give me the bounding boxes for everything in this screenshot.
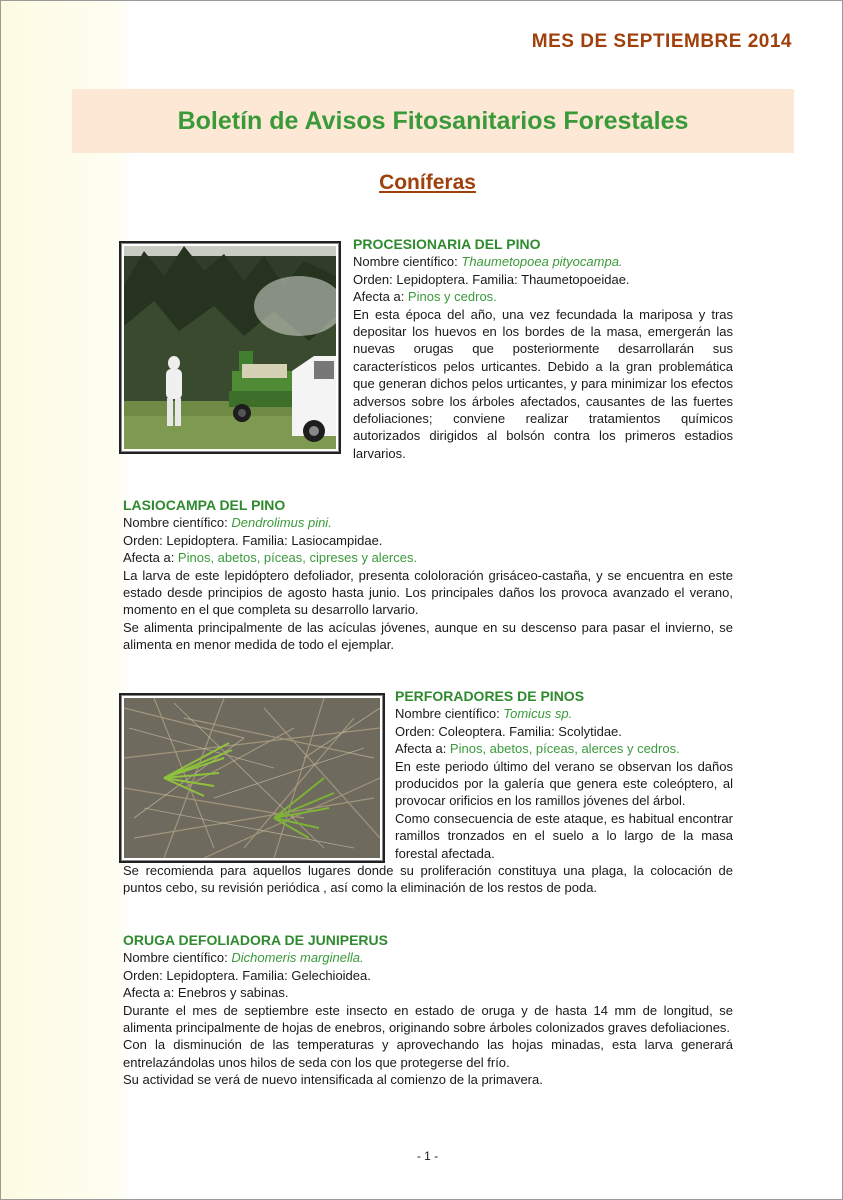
scientific-label: Nombre científico: [353, 254, 462, 270]
bulletin-title: Boletín de Avisos Fitosanitarios Forestales [177, 106, 689, 135]
title-banner [72, 89, 794, 153]
entry-paragraph: En este periodo último del verano se observan los daños producidos por la galería que genera este coleóptero, al provocar orificios en los ramillos jóvenes del árbol. [395, 758, 733, 809]
affects-label: Afecta a: [123, 985, 178, 1001]
affects-line [123, 549, 733, 566]
order-line: Orden: Lepidoptera. Familia: Gelechioidea. [123, 967, 371, 983]
entry-procesionaria [353, 236, 733, 462]
entry-paragraph: Como consecuencia de este ataque, es habitual encontrar ramillos tronzados en el suelo a lo largo de la masa forestal afectada. [395, 810, 733, 861]
entry-perforadores-recommendation [123, 862, 733, 897]
entry-paragraph: Se alimenta principalmente de las acículas jóvenes, aunque en su descenso para pasar el invierno, se alimenta en menor medida de todo el ejemplar. [123, 619, 733, 653]
entry-paragraph: Su actividad se verá de nuevo intensificada al comienzo de la primavera. [123, 1072, 543, 1088]
order-line: Orden: Lepidoptera. Familia: Thaumetopoeidae. [353, 271, 630, 287]
section-title: Coníferas [379, 171, 476, 194]
page-number: - 1 - [416, 1149, 439, 1163]
scientific-label: Nombre científico: [123, 515, 232, 531]
scientific-name: Tomicus sp. [503, 706, 573, 722]
entry-lasiocampa [123, 497, 733, 654]
entry-heading: PERFORADORES DE PINOS [395, 688, 585, 704]
entry-heading: LASIOCAMPA DEL PINO [123, 497, 286, 513]
affects-label: Afecta a: [395, 741, 450, 757]
pine-needles-photo [119, 693, 385, 863]
affects-label: Afecta a: [353, 289, 408, 305]
scientific-name-line [353, 253, 733, 270]
entry-perforadores [395, 688, 733, 862]
affects-value: Enebros y sabinas. [177, 985, 289, 1001]
affects-line [353, 288, 733, 305]
entry-heading: ORUGA DEFOLIADORA DE JUNIPERUS [123, 932, 388, 948]
scientific-label: Nombre científico: [123, 950, 232, 966]
affects-line [395, 740, 733, 757]
affects-line [123, 984, 733, 1001]
scientific-name-line [395, 705, 733, 722]
scientific-label: Nombre científico: [395, 706, 504, 722]
affects-value: Pinos y cedros. [407, 289, 497, 305]
entry-oruga-juniperus [123, 932, 733, 1089]
entry-paragraph: La larva de este lepidóptero defoliador, presenta cololoración grisáceo-castaña, y se encuentra en este estado desde principios de agosto hasta junio. Los principales daños los provoca avanzado el verano, momento en el que completa su desarrollo larvario. [123, 567, 733, 618]
affects-label: Afecta a: [123, 550, 178, 566]
entry-paragraph: En esta época del año, una vez fecundada la mariposa y tras depositar los huevos en los bordes de la masa, emergerán las nuevas orugas que posteriormente desarrollarán sus característicos pelos urticantes. Debido a la gran problemática que generan dichos pelos urticantes, y para minimizar los efectos adversos sobre los árboles afectados, causantes de las fuertes defoliaciones; conviene realizar tratamientos químicos autorizados dirigidos al bolsón contra los primeros estadios larvarios. [353, 306, 733, 461]
entry-paragraph: Con la disminución de las temperaturas y aprovechando las hojas minadas, esta larva generará entrelazándolas unos hilos de seda con los que protegerse del frío. [123, 1037, 733, 1070]
entry-heading: PROCESIONARIA DEL PINO [353, 236, 541, 252]
scientific-name: Thaumetopoea pityocampa. [461, 254, 623, 270]
order-line: Orden: Coleoptera. Familia: Scolytidae. [395, 723, 622, 739]
scientific-name: Dichomeris marginella. [231, 950, 364, 966]
order-line: Orden: Lepidoptera. Familia: Lasiocampidae. [123, 532, 383, 548]
month-header: MES DE SEPTIEMBRE 2014 [531, 31, 792, 52]
affects-value: Pinos, abetos, píceas, cipreses y alerces. [177, 550, 418, 566]
entry-paragraph: Se recomienda para aquellos lugares donde su proliferación constituya una plaga, la colocación de puntos cebo, su revisión periódica , así como la eliminación de los restos de poda. [123, 863, 733, 896]
scientific-name-line [123, 514, 733, 531]
affects-value: Pinos, abetos, píceas, alerces y cedros. [449, 741, 680, 757]
entry-paragraph: Durante el mes de septiembre este insecto en estado de oruga y de hasta 14 mm de longitud, se alimenta principalmente de hojas de enebros, originando sobre árboles colonizados graves defoliaciones. [123, 1002, 733, 1036]
scientific-name-line [123, 949, 733, 966]
scientific-name: Dendrolimus pini. [231, 515, 332, 531]
spraying-photo [119, 241, 341, 454]
